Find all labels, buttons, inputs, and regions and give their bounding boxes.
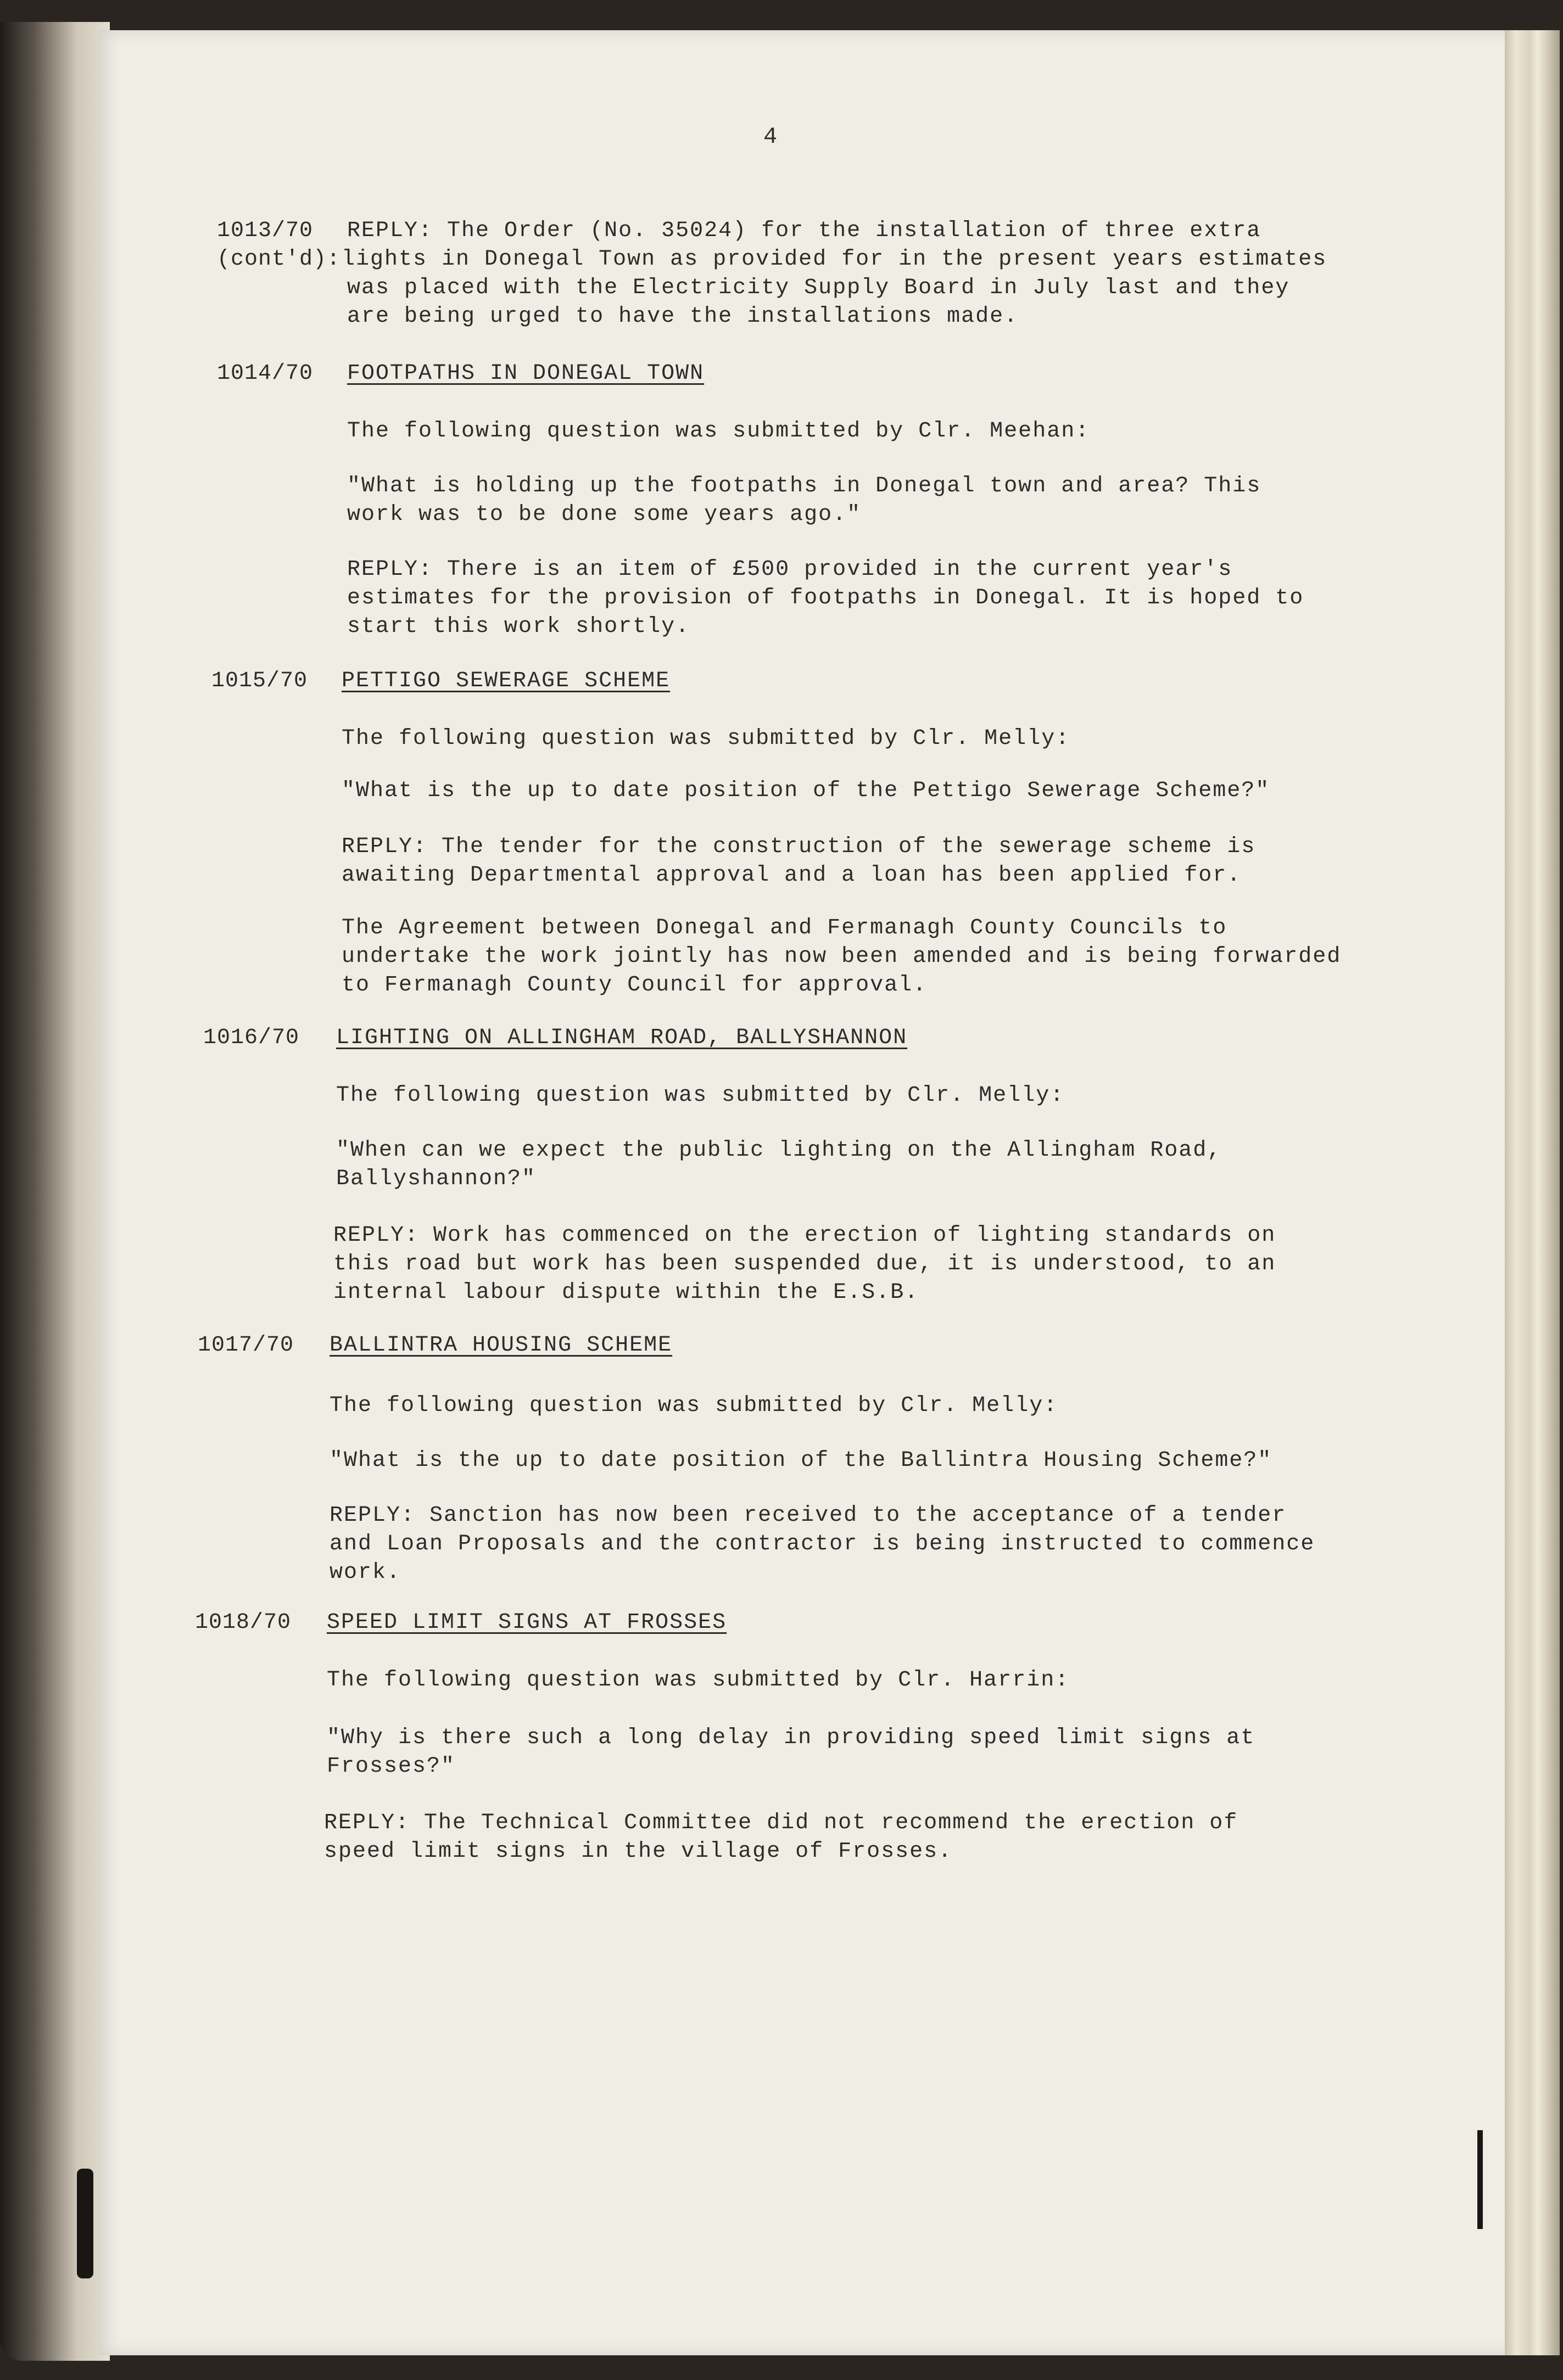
entry-heading-1017: BALLINTRA HOUSING SCHEME [330,1333,673,1358]
question-intro-1016: The following question was submitted by Clr. Melly: [336,1083,1065,1108]
text-line: work. [330,1560,401,1585]
question-text-1016 [336,1136,1221,1194]
page-number: 4 [763,124,778,150]
reply-text-1014 [347,556,1304,641]
page-stack-edge [1505,30,1560,2355]
text-line: undertake the work jointly has now been amended and is being forwarded [342,944,1342,969]
question-intro-1014: The following question was submitted by Clr. Meehan: [347,419,1090,444]
reply-text-1015 [342,833,1255,890]
entry-number-line: (cont'd): [217,247,341,272]
binding-mark [1477,2130,1483,2229]
text-line: speed limit signs in the village of Frosses. [324,1839,953,1864]
entry-heading-1014: FOOTPATHS IN DONEGAL TOWN [347,361,705,386]
entry-number-1015: 1015/70 [211,669,308,693]
text-line: to Fermanagh County Council for approval. [342,973,928,998]
entry-heading-1015: PETTIGO SEWERAGE SCHEME [342,669,671,693]
text-line: Frosses?" [327,1754,456,1779]
question-text-1014 [347,472,1261,529]
text-line: REPLY: The Technical Committee did not recommend the erection of [324,1811,1238,1835]
text-line: are being urged to have the installations made. [347,304,1019,329]
text-line: REPLY: Sanction has now been received to the acceptance of a tender [330,1503,1287,1528]
entry-number-line: 1013/70 [217,219,314,243]
text-line: REPLY: The Order (No. 35024) for the installation of three extra [347,219,1261,243]
reply-text-1018 [324,1809,1238,1866]
reply-text-1016 [333,1222,1276,1307]
book-left-page-edge [0,22,110,2361]
entry-number-1013 [217,217,340,274]
entry-number-1017: 1017/70 [198,1333,294,1358]
question-text-1015: "What is the up to date position of the Pettigo Sewerage Scheme?" [342,779,1270,803]
text-line: "When can we expect the public lighting on the Allingham Road, [336,1138,1222,1163]
text-line: "What is holding up the footpaths in Donegal town and area? This [347,474,1261,499]
question-text-1017: "What is the up to date position of the Ballintra Housing Scheme?" [330,1448,1272,1473]
text-line: internal labour dispute within the E.S.B. [333,1280,919,1305]
text-line: REPLY: The tender for the construction of the sewerage scheme is [342,835,1256,859]
agreement-text-1015 [342,914,1341,1000]
entry-number-1014: 1014/70 [217,361,314,386]
binding-shadow [77,2169,93,2278]
question-intro-1018: The following question was submitted by Clr. Harrin: [327,1668,1070,1693]
text-line: was placed with the Electricity Supply Board in July last and they [347,276,1290,300]
text-line: "Why is there such a long delay in providing speed limit signs at [327,1726,1255,1750]
text-line: start this work shortly. [347,614,690,639]
text-line: Ballyshannon?" [336,1167,537,1191]
text-line: awaiting Departmental approval and a loan has been applied for. [342,863,1242,888]
question-intro-1017: The following question was submitted by Clr. Melly: [330,1393,1058,1418]
text-line: lights in Donegal Town as provided for in the present years estimates [342,247,1327,272]
text-line: REPLY: Work has commenced on the erection of lighting standards on [333,1223,1276,1248]
text-line: estimates for the provision of footpaths in Donegal. It is hoped to [347,586,1304,611]
entry-number-1016: 1016/70 [203,1026,300,1050]
text-line: The Agreement between Donegal and Fermanagh County Councils to [342,916,1227,940]
text-line: REPLY: There is an item of £500 provided in the current year's [347,557,1233,582]
entry-heading-1018: SPEED LIMIT SIGNS AT FROSSES [327,1610,727,1635]
entry-1013-reply [342,217,1327,331]
entry-heading-1016: LIGHTING ON ALLINGHAM ROAD, BALLYSHANNON [336,1026,908,1050]
text-line: work was to be done some years ago." [347,502,862,527]
question-intro-1015: The following question was submitted by Clr. Melly: [342,726,1070,751]
text-line: this road but work has been suspended due, it is understood, to an [333,1252,1276,1276]
reply-text-1017 [330,1502,1315,1587]
question-text-1018 [327,1724,1255,1781]
text-line: and Loan Proposals and the contractor is being instructed to commence [330,1532,1315,1556]
entry-number-1018: 1018/70 [195,1610,292,1635]
